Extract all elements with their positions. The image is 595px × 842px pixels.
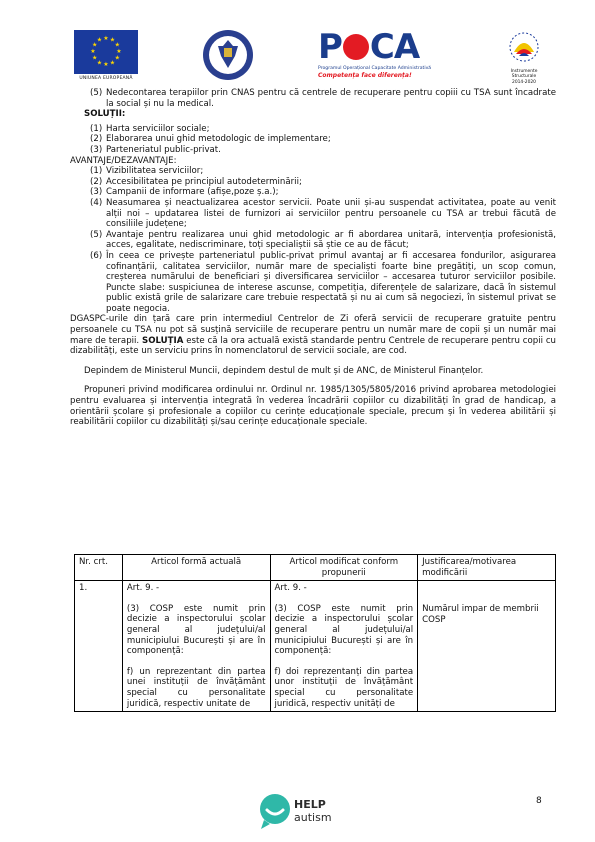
item-text: Vizibilitatea serviciilor; xyxy=(106,166,204,177)
item-number: (2) xyxy=(90,176,103,187)
article-paragraph: (3) COSP este numit prin decizie a inspectorului școlar general al județului/al municipiului București și are în componență: xyxy=(274,603,414,657)
svg-text:★: ★ xyxy=(103,35,109,42)
svg-text:★: ★ xyxy=(109,59,116,67)
poca-logo-word: P CA xyxy=(318,27,420,67)
advantage-item xyxy=(84,187,556,198)
svg-text:★: ★ xyxy=(92,41,98,49)
instrumente-caption: Instrumente Structurale xyxy=(510,69,538,79)
advantages-heading: AVANTAJE/DEZAVANTAJE: xyxy=(70,155,177,166)
solution-item xyxy=(84,124,556,135)
poca-subtitle: Programul Operațional Capacitate Administrativă xyxy=(318,66,432,71)
item-number: (1) xyxy=(90,166,103,177)
article-ref: Art. 9. - xyxy=(126,583,160,594)
paragraph-ministries: Depindem de Ministerul Muncii, depindem destul de mult și de ANC, de Ministerul Finanțelor. xyxy=(84,365,484,376)
instrumente-years: 2014-2020 xyxy=(512,80,536,85)
justification-text: Numărul impar de membrii COSP xyxy=(422,604,539,625)
government-seal xyxy=(202,28,254,82)
problem-item-5 xyxy=(84,88,556,109)
column-header: Nr. crt. xyxy=(75,555,123,581)
instrumente-structurale-logo xyxy=(500,30,548,84)
eu-flag-icon xyxy=(74,30,138,74)
svg-text:★: ★ xyxy=(96,36,103,44)
solutions-heading: SOLUȚII: xyxy=(84,109,126,120)
item-number: (6) xyxy=(90,250,103,261)
table-header-row xyxy=(75,555,556,581)
advantage-item xyxy=(84,251,556,315)
svg-text:★: ★ xyxy=(96,59,103,67)
instrumente-structurale-icon xyxy=(500,30,548,64)
item-number: (2) xyxy=(90,134,103,145)
row-number: 1. xyxy=(75,581,123,712)
page-number: 8 xyxy=(536,796,542,806)
item-text: Harta serviciilor sociale; xyxy=(106,123,210,134)
justification-cell xyxy=(418,581,556,712)
document-body xyxy=(70,88,556,428)
svg-text:★: ★ xyxy=(103,61,109,68)
svg-text:★: ★ xyxy=(90,48,96,55)
paragraph-text: DGASPC-urile din țară care prin intermediul Centrelor de Zi oferă servicii de recuperare gratuite pentru persoanele cu TSA nu pot să susțină serviciile de recuperare pentru un număr mare de copii și un număr mai mare de terapii. xyxy=(70,314,556,346)
article-paragraph: f) doi reprezentanți din partea unor instituții de învățământ special cu personalitate juridică, respectiv unități de xyxy=(274,666,414,709)
solution-item xyxy=(84,134,556,145)
item-text: Parteneriatul public-privat. xyxy=(106,144,221,155)
item-number: (3) xyxy=(90,144,103,155)
help-autism-logo xyxy=(258,792,338,832)
logo-text-autism: autism xyxy=(294,811,332,824)
logo-text-help: HELP xyxy=(294,798,326,811)
item-number: (5) xyxy=(90,88,103,98)
item-text: Nedecontarea terapiilor prin CNAS pentru că centrele de recuperare pentru copiii cu TSA sunt încadrate la social și nu la medical. xyxy=(106,88,556,109)
paragraph-proposals: Propuneri privind modificarea ordinului nr. Ordinul nr. 1985/1305/5805/2016 privind aprobarea metodologiei pentru evaluarea și intervenția integrată în vederea încadrării copiilor cu dizabilități în grad de handicap, a orientării școlare și profesionale a copiilor cu cerințe educaționale speciale, precum și în vederea abilitării și reabilitării copiilor cu dizabilități și/sau cerințe educaționale speciale. xyxy=(70,385,556,428)
amendments-table xyxy=(74,554,556,712)
poca-tagline: Competența face diferența! xyxy=(318,72,412,79)
paragraph-dgaspc xyxy=(70,314,556,356)
poca-logo xyxy=(318,28,440,82)
svg-text:★: ★ xyxy=(114,41,120,49)
item-text: Campanii de informare (afișe,poze ș.a.); xyxy=(106,187,279,198)
paragraph-text: este că la ora actuală există standarde pentru Centrele de recuperare pentru copii cu dizabilități, este un serviciu prins în nomenclatorul de servicii sociale, are cod. xyxy=(70,335,556,357)
advantage-item xyxy=(84,198,556,230)
advantage-item xyxy=(84,177,556,188)
item-number: (1) xyxy=(90,123,103,134)
svg-text:★: ★ xyxy=(109,36,116,44)
current-article-cell xyxy=(122,581,270,712)
article-ref: Art. 9. - xyxy=(274,583,307,594)
column-header: Articol modificat conform propunerii xyxy=(270,555,418,581)
item-text: Elaborarea unui ghid metodologic de implementare; xyxy=(106,134,331,145)
item-text: Neasumarea și neactualizarea acestor servicii. Poate unii și-au suspendat activitatea, poate au venit alții noi – updatarea listei de furnizori ai serviciilor pentru persoanele cu TSA ar trebui făcută de consiliile județene; xyxy=(106,197,556,230)
svg-text:★: ★ xyxy=(114,54,120,62)
advantage-item xyxy=(84,166,556,177)
item-number: (3) xyxy=(90,187,103,198)
solution-item xyxy=(84,145,556,156)
column-header: Justificarea/motivarea modificării xyxy=(418,555,556,581)
poca-o-icon xyxy=(343,34,369,60)
item-number: (5) xyxy=(90,229,103,240)
article-paragraph: (3) COSP este numit prin decizie a inspectorului școlar general al județului/al municipiului București și are în componență: xyxy=(126,603,266,657)
modified-article-cell xyxy=(270,581,418,712)
svg-text:★: ★ xyxy=(92,54,98,62)
item-text: Accesibilitatea pe principiul autodeterminării; xyxy=(106,176,302,187)
table-row xyxy=(75,581,556,712)
paragraph-bold: SOLUȚIA xyxy=(142,335,184,346)
svg-text:★: ★ xyxy=(116,48,122,55)
article-paragraph: f) un reprezentant din partea unei instituții de învățământ special cu personalitate juridică, respectiv unitate de xyxy=(126,666,266,709)
item-number: (4) xyxy=(90,197,103,208)
eu-logo xyxy=(74,30,138,81)
item-text: Avantaje pentru realizarea unui ghid metodologic ar fi abordarea unitară, intervenția profesionistă, acces, egalitate, nediscriminare, toți specialiștii să știe ce au de făcut; xyxy=(106,229,556,251)
header-logos xyxy=(0,28,595,84)
advantage-item xyxy=(84,230,556,251)
item-text: În ceea ce privește parteneriatul public-privat primul avantaj ar fi accesarea fondurilor, asigurarea cofinanțării, calitatea serviciilor, număr mare de specialiști foarte bine pregătiți, un scop comun, creșterea numărului de beneficiari și diversificarea serviciilor – accesarea tuturor serviciilor posibile. Puncte slabe: suspiciunea de interese ascunse, competiția, diferențele de salarizare, dacă în sistemul public există grile de salarizare care trebuie respectată și nu ai cum să negociezi, în sistemul privat se poate negocia. xyxy=(106,250,556,314)
column-header: Articol formă actuală xyxy=(122,555,270,581)
eu-caption: UNIUNEA EUROPEANĂ xyxy=(79,76,133,81)
